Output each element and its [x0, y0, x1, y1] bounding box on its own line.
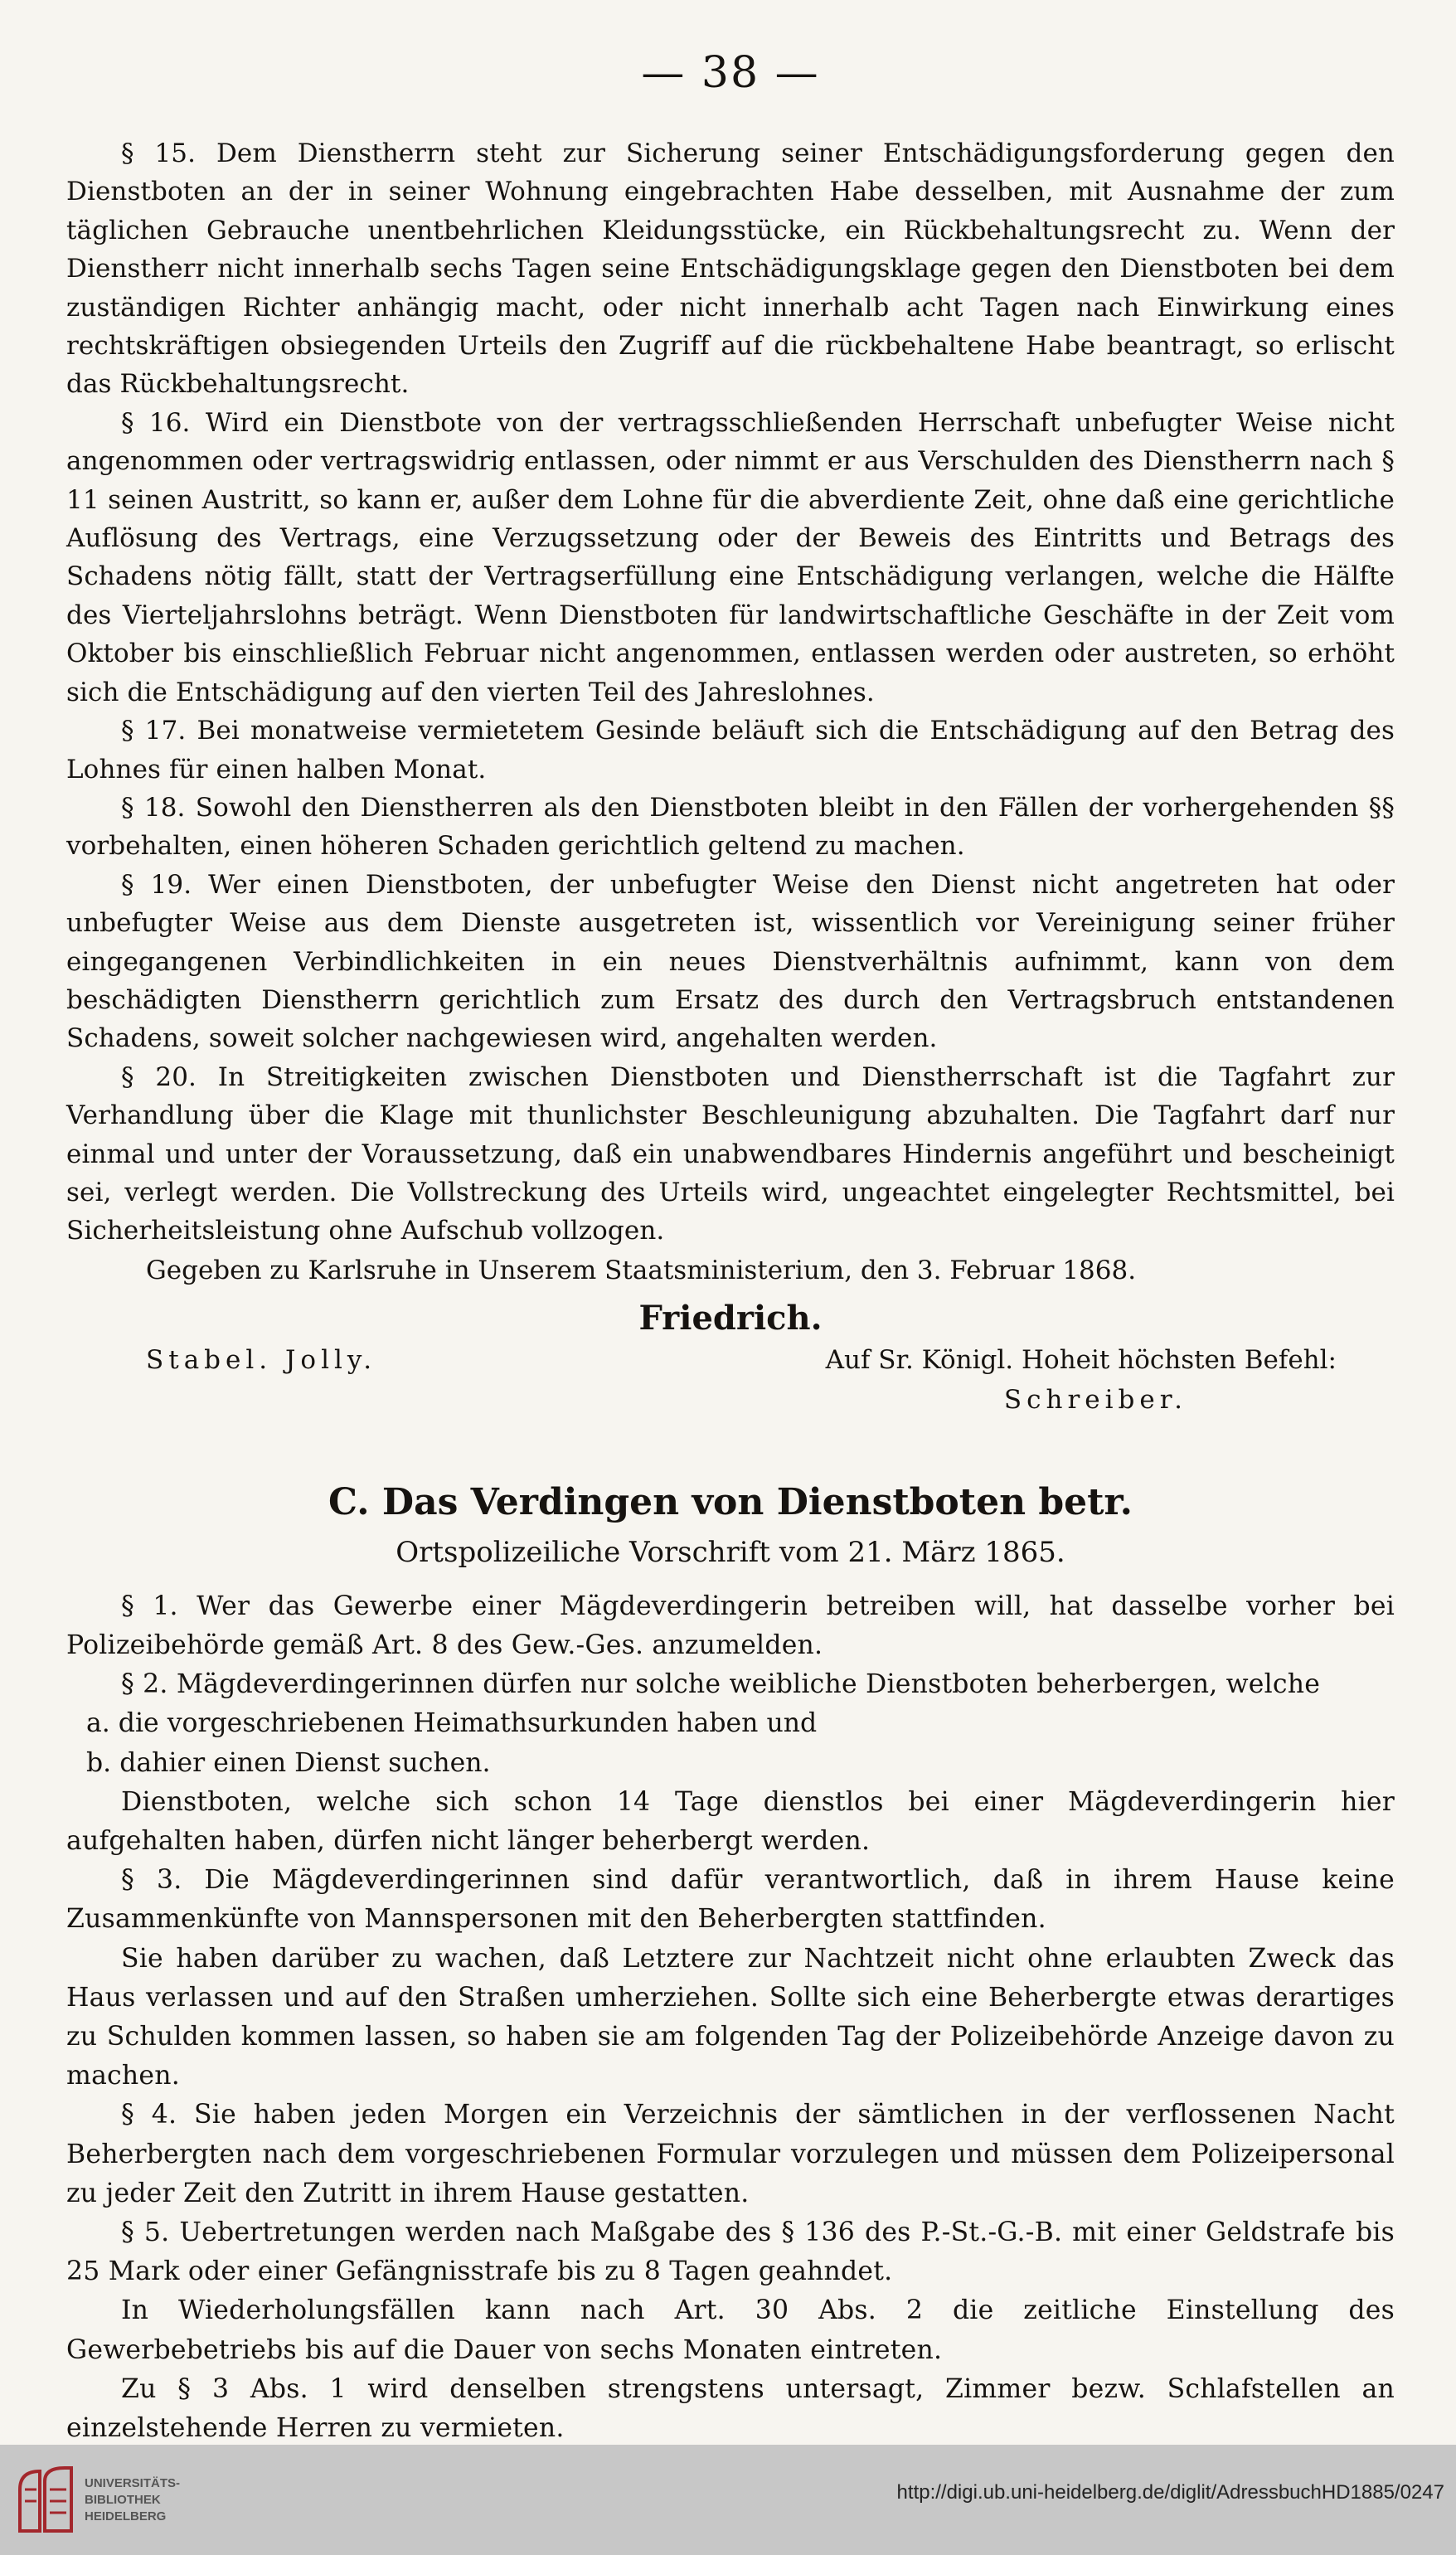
paragraph-s18: § 18. Sowohl den Dienstherren als den Dienstboten bleibt in den Fällen der vorhergehenden §§ vorbehalten, einen höheren Schaden gerichtlich geltend zu machen.: [66, 792, 1395, 862]
paragraph-c-note: Zu § 3 Abs. 1 wird denselben strengstens untersagt, Zimmer bezw. Schlafstellen an einzelstehende Herren zu vermieten.: [66, 2373, 1395, 2444]
paragraph-s19: § 19. Wer einen Dienstboten, der unbefugter Weise den Dienst nicht angetreten hat oder unbefugter Weise aus dem Dienste ausgetreten ist, wissentlich vor Vereinigung seiner früher eingegangenen Verbindlichkeiten in ein neues Dienstverhältnis aufnimmt, kann von dem beschädigten Dienstherrn gerichtlich zum Ersatz des durch den Vertragsbruch entstandenen Schadens, soweit solcher nachgewiesen wird, angehalten werden.: [66, 869, 1395, 1054]
paragraphs-part2: [66, 1587, 1395, 2448]
footer-bar: [0, 2445, 1456, 2555]
paragraph-s15: § 15. Dem Dienstherrn steht zur Sicherung seiner Entschädigungsforderung gegen den Dienstboten an der in seiner Wohnung eingebrachten Habe desselben, mit Ausnahme der zum täglichen Gebrauche unentbehrlichen Kleidungsstücke, ein Rückbehaltungsrecht zu. Wenn der Dienstherr nicht innerhalb sechs Tagen seine Entschädigungsklage gegen den Dienstboten bei dem zuständigen Richter anhängig macht, oder nicht innerhalb acht Tagen nach Einwirkung eines rechtskräftigen obsiegenden Urteils den Zugriff auf die rückbehaltene Habe beantragt, so erlischt das Rückbehaltungsrecht.: [66, 138, 1395, 400]
signature-right-line2: Schreiber.: [1003, 1384, 1187, 1415]
paragraph-c5-cont: In Wiederholungsfällen kann nach Art. 30 Abs. 2 die zeitliche Einstellung des Gewerbebetriebs bis auf die Dauer von sechs Monaten eintreten.: [66, 2295, 1395, 2365]
signature-left: Stabel. Jolly.: [146, 1344, 377, 1375]
list-item-a: a. die vorgeschriebenen Heimathsurkunden haben und: [86, 1708, 818, 1739]
paragraph-s17: § 17. Bei monatweise vermietetem Gesinde beläuft sich die Entschädigung auf den Betrag des Lohnes für einen halben Monat.: [66, 716, 1395, 784]
page-content: [66, 46, 1395, 2448]
logo-line-3: HEIDELBERG: [85, 2509, 167, 2523]
paragraph-c3-cont: Sie haben darüber zu wachen, daß Letztere zur Nachtzeit nicht ohne erlaubten Zweck das Haus verlassen und auf den Straßen umherziehen. Sollte sich eine Beherbergte etwas derartiges zu Schulden kommen lassen, so haben sie am folgenden Tag der Polizeibehörde Anzeige davon zu machen.: [66, 1943, 1395, 2091]
section-heading: C. Das Verdingen von Dienstboten betr.: [328, 1480, 1133, 1523]
page-number: — 38 —: [641, 48, 820, 98]
paragraph-s20: § 20. In Streitigkeiten zwischen Dienstboten und Dienstherrschaft ist die Tagfahrt zur Verhandlung über die Klage mit thunlichster Beschleunigung abzuhalten. Die Tagfahrt darf nur einmal und unter der Voraussetzung, daß ein unabwendbares Hindernis angeführt und bescheinigt sei, verlegt werden. Die Vollstreckung des Urteils wird, ungeachtet eingelegter Rechtsmittel, bei Sicherheitsleistung ohne Aufschub vollzogen.: [66, 1061, 1395, 1246]
signature-right-line1: Auf Sr. Königl. Hoheit höchsten Befehl:: [825, 1344, 1337, 1375]
paragraph-c2-cont: Dienstboten, welche sich schon 14 Tage dienstlos bei einer Mägdeverdingerin hier aufgehalten haben, dürfen nicht länger beherbergt werden.: [66, 1786, 1395, 1856]
section-subheading: Ortspolizeiliche Vorschrift vom 21. März 1865.: [396, 1535, 1065, 1569]
library-logo[interactable]: [15, 2463, 214, 2538]
source-url-link[interactable]: http://digi.ub.uni-heidelberg.de/diglit/AdressbuchHD1885/0247: [896, 2481, 1444, 2504]
signer-name: Friedrich.: [638, 1298, 823, 1338]
paragraph-s16: § 16. Wird ein Dienstbote von der vertragsschließenden Herrschaft unbefugter Weise nicht angenommen oder vertragswidrig entlassen, oder nimmt er aus Verschulden des Dienstherrn nach § 11 seinen Austritt, so kann er, außer dem Lohne für die abverdiente Zeit, ohne daß eine gerichtliche Auflösung des Vertrags, eine Verzugssetzung oder der Beweis des Eintritts und Betrags des Schadens nötig fällt, statt der Vertragserfüllung eine Entschädigung verlangen, welche die Hälfte des Vierteljahrslohns beträgt. Wenn Dienstboten für landwirtschaftliche Geschäfte in der Zeit vom Oktober bis einschließlich Februar nicht angenommen, entlassen werden oder austreten, so erhöht sich die Entschädigung auf den vierten Teil des Jahreslohnes.: [66, 407, 1395, 707]
signature-date-line: Gegeben zu Karlsruhe in Unserem Staatsministerium, den 3. Februar 1868.: [146, 1255, 1137, 1285]
list-item-b: b. dahier einen Dienst suchen.: [86, 1747, 491, 1778]
paragraph-c3: § 3. Die Mägdeverdingerinnen sind dafür verantwortlich, daß in ihrem Hause keine Zusammenkünfte von Mannspersonen mit den Beherbergten stattfinden.: [66, 1865, 1395, 1935]
paragraph-c5: § 5. Uebertretungen werden nach Maßgabe des § 136 des P.-St.-G.-B. mit einer Geldstrafe bis 25 Mark oder einer Gefängnisstrafe bis zu 8 Tagen geahndet.: [66, 2217, 1395, 2287]
paragraph-c1: § 1. Wer das Gewerbe einer Mägdeverdingerin betreiben will, hat dasselbe vorher bei Polizeibehörde gemäß Art. 8 des Gew.-Ges. anzumelden.: [66, 1591, 1395, 1660]
library-seal-icon: [15, 2465, 76, 2536]
paragraph-c4: § 4. Sie haben jeden Morgen ein Verzeichnis der sämtlichen in der verflossenen Nacht Beherbergten nach dem vorgeschriebenen Formular vorzulegen und müssen dem Polizeipersonal zu jeder Zeit den Zutritt in ihrem Hause gestatten.: [66, 2100, 1395, 2208]
signature-right: [826, 1340, 1337, 1420]
logo-line-2: BIBLIOTHEK: [85, 2493, 161, 2507]
library-logo-text: [85, 2475, 180, 2525]
paragraph-c2: § 2. Mägdeverdingerinnen dürfen nur solche weibliche Dienstboten beherbergen, welche: [121, 1669, 1321, 1700]
paragraphs-part1: [66, 134, 1395, 1251]
signature-row: [66, 1340, 1395, 1420]
logo-line-1: UNIVERSITÄTS-: [85, 2476, 181, 2490]
